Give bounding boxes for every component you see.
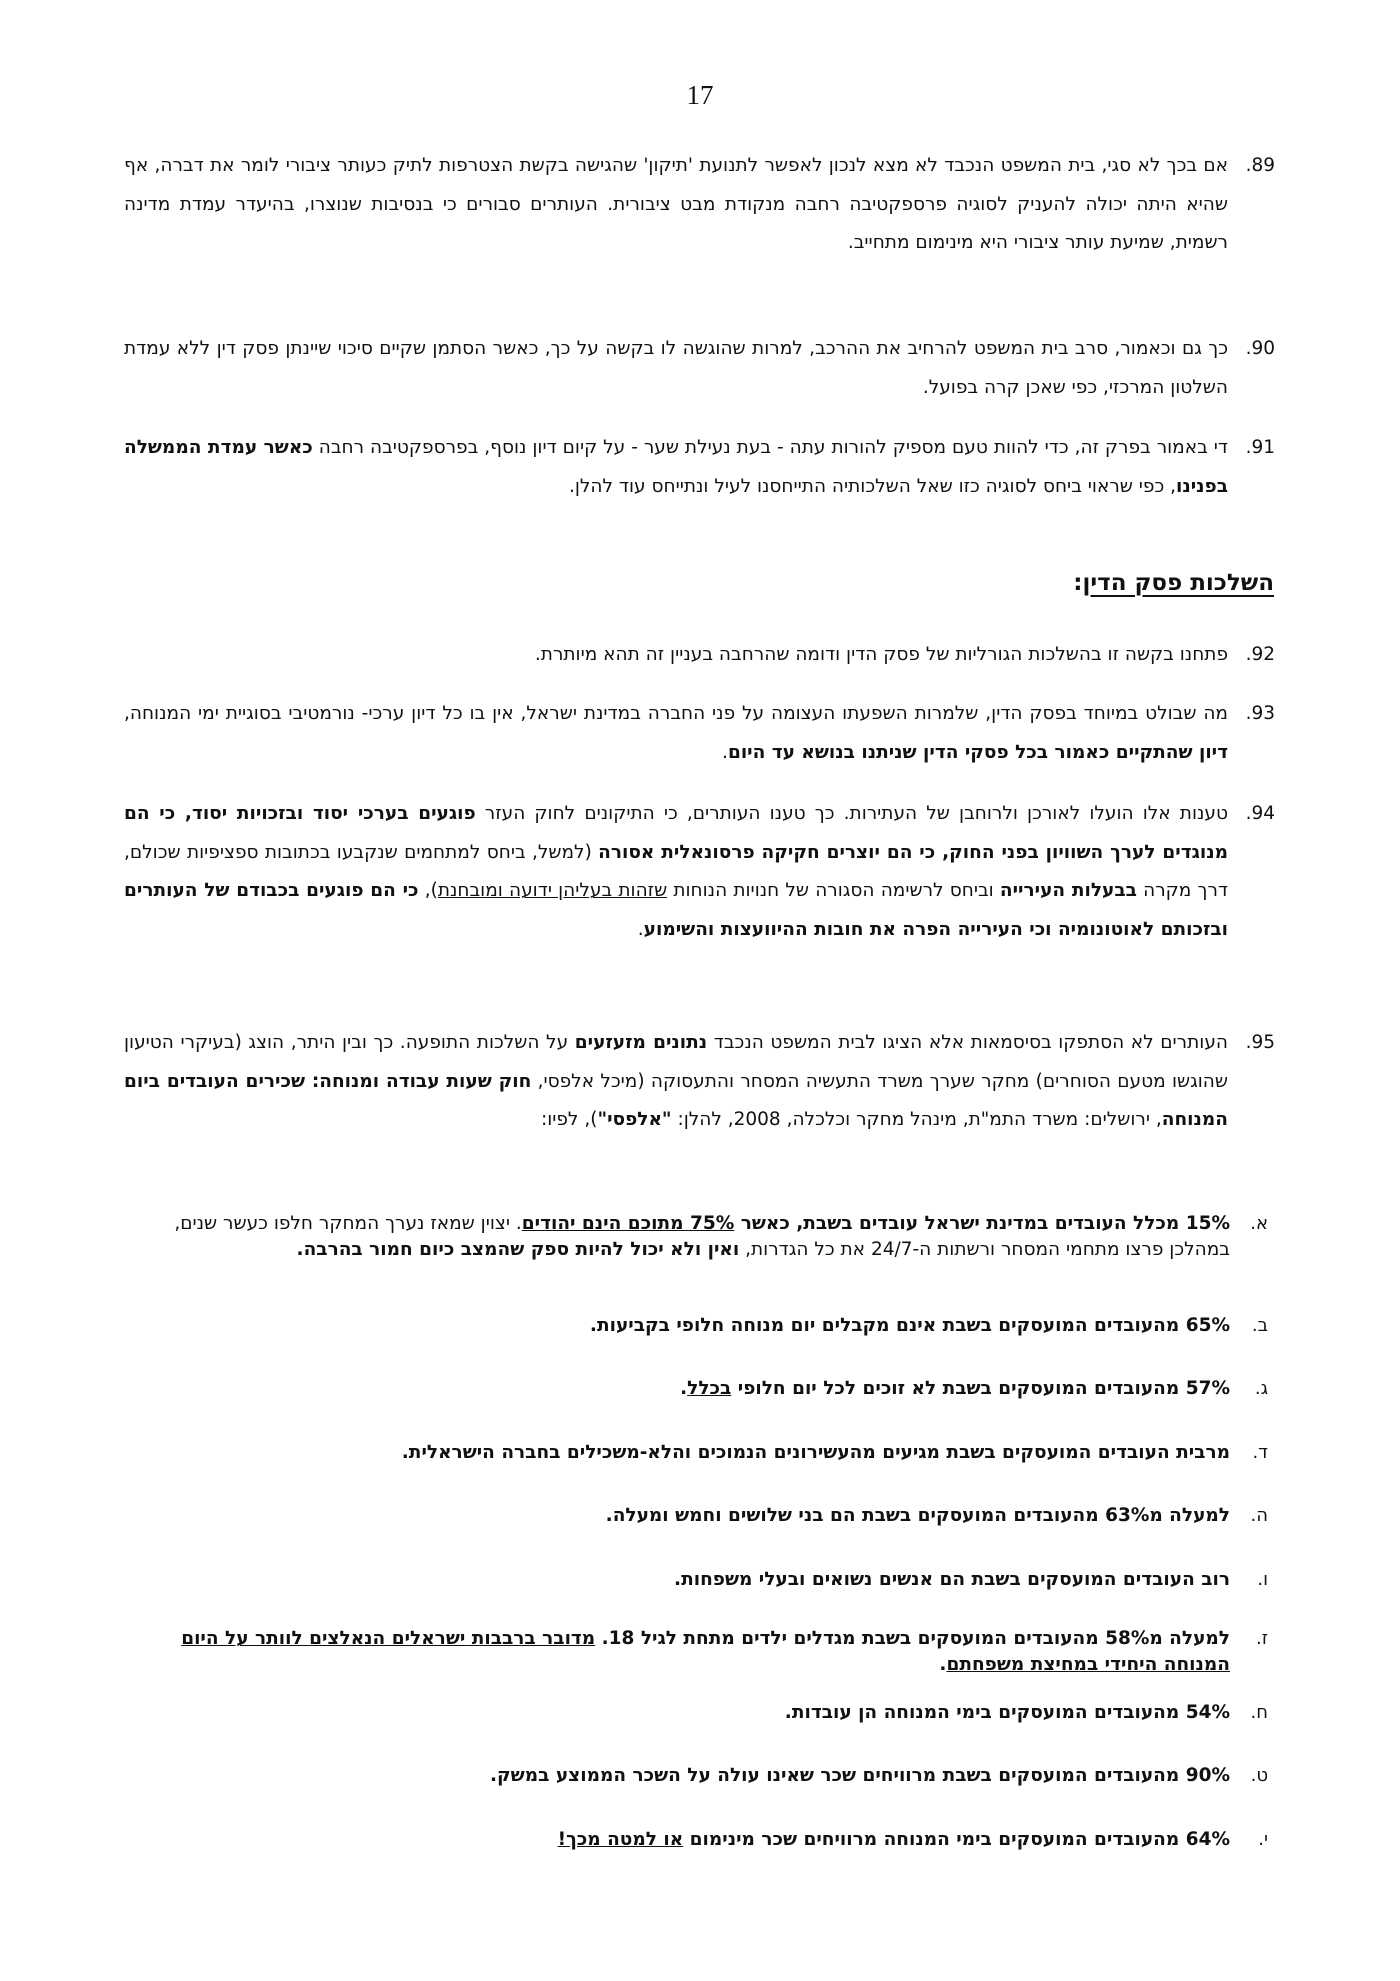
list-item: [124, 1763, 1274, 1789]
paragraph-number: 94.: [1245, 803, 1275, 824]
section-heading: [1073, 570, 1274, 596]
list-item-text: [124, 1763, 1230, 1789]
list-item-text: [124, 1827, 1230, 1853]
text-segment: . יצוין שמאז נערך המחקר חלפו כעשר שנים, במהלכן פרצו מתחמי המסחר ורשתות ה-24/7 את כל הגדרות,: [174, 1213, 1230, 1260]
text-segment: 54% מהעובדים המועסקים בימי המנוחה הן עובדות.: [784, 1702, 1230, 1723]
paragraph-text: [124, 636, 1228, 675]
bold-segment: כאשר עמדת הממשלה בפנינו: [124, 437, 1228, 497]
text-segment: כך גם וכאמור, סרב בית המשפט להרחיב את ההרכב, למרות שהוגשה לו בקשה על כך, כאשר הסתמן שקיים סיכוי שיינתן פסק דין ללא עמדת השלטון המרכזי, כפי שאכן קרה בפועל.: [124, 338, 1228, 398]
list-item-text: [124, 1440, 1230, 1466]
page-number: 17: [686, 80, 714, 110]
list-item: [124, 1626, 1274, 1678]
bold-segment: פוגעים בערכי יסוד ובזכויות יסוד, כי הם מנוגדים לערך השוויון בפני החוק, כי הם יוצרים חקיקה פרסונאלית אסורה: [124, 803, 1228, 863]
list-item-text: [124, 1376, 1230, 1402]
list-item: [124, 1440, 1274, 1466]
paragraph-text: [124, 1024, 1228, 1140]
text-segment: ואין ולא יכול להיות ספק שהמצב כיום חמור בהרבה.: [296, 1239, 740, 1260]
bold-segment: נתונים מזעזעים: [574, 1032, 708, 1053]
text-segment: ), לפיו:: [540, 1109, 598, 1130]
underlined-segment: או למטה מכך!: [557, 1829, 684, 1850]
text-segment: 57% מהעובדים המועסקים בשבת לא זוכים לכל יום חלופי: [731, 1378, 1230, 1399]
list-letter: ג.: [1254, 1378, 1268, 1399]
list-letter: ד.: [1252, 1442, 1268, 1463]
underlined-segment: בכלל: [687, 1378, 732, 1399]
heading-text: השלכות פסק הדין: [1082, 570, 1274, 596]
list-letter: א.: [1250, 1213, 1268, 1234]
list-item-text: [124, 1700, 1230, 1726]
paragraph-94: [124, 795, 1274, 949]
paragraph-number: 91.: [1245, 437, 1275, 458]
paragraph-text: [124, 795, 1228, 949]
paragraph-text: [124, 330, 1228, 407]
text-segment: .: [680, 1378, 688, 1399]
text-segment: די באמור בפרק זה, כדי להוות טעם מספיק להורות עתה - בעת נעילת שער - על קיום דיון נוסף, בפרספקטיבה רחבה: [312, 437, 1228, 458]
list-letter: ט.: [1250, 1765, 1268, 1786]
text-segment: .: [939, 1654, 947, 1675]
list-item: [124, 1700, 1274, 1726]
text-segment: למעלה מ58% מהעובדים המועסקים בשבת מגדלים ילדים מתחת לגיל 18.: [595, 1628, 1230, 1649]
list-item-text: [124, 1626, 1230, 1678]
list-letter: ב.: [1251, 1315, 1268, 1336]
paragraph-number: 95.: [1245, 1032, 1275, 1053]
heading-colon: :: [1073, 570, 1083, 596]
text-segment: אם בכך לא סגי, בית המשפט הנכבד לא מצא לנכון לאפשר לתנועת 'תיקון' שהגישה בקשת הצטרפות לתיק כעותר ציבורי לומר את דברה, אף שהיא היתה יכולה להעניק לסוגיה פרספקטיבה רחבה מנקודת מבט ציבורית. העותרים סבורים כי בנסיבות שנוצרו, בהיעדר עמדת מדינה רשמית, שמיעת עותר ציבורי היא מינימום מתחייב.: [124, 155, 1228, 253]
list-item-text: [124, 1313, 1230, 1339]
paragraph-text: [124, 429, 1228, 506]
bold-segment: בבעלות העירייה: [999, 880, 1137, 901]
paragraph-92: [124, 636, 1274, 675]
list-item: [124, 1567, 1274, 1593]
text-segment: (למשל, ביחס למתחמים שנקבעו בכתובות ספציפיות שכולם, דרך מקרה: [124, 841, 1228, 901]
paragraph-90: [124, 330, 1274, 407]
text-segment: .: [637, 918, 644, 940]
text-segment: 64% מהעובדים המועסקים בימי המנוחה מרוויחים שכר מינימום: [683, 1829, 1230, 1850]
text-segment: פתחנו בקשה זו בהשלכות הגורליות של פסק הדין ודומה שהרחבה בעניין זה תהא מיותרת.: [534, 644, 1228, 665]
paragraph-89: [124, 147, 1274, 263]
bold-segment: "אלפסי": [597, 1109, 672, 1130]
text-segment: , ירושלים: משרד התמ"ת, מינהל מחקר וכלכלה, 2008, להלן:: [671, 1109, 1162, 1130]
text-segment: טענות אלו הועלו לאורכן ולרוחבן של העתירות. כך טענו העותרים, כי התיקונים לחוק העזר: [475, 803, 1228, 824]
text-segment: .: [722, 741, 728, 763]
text-segment: למעלה מ63% מהעובדים המועסקים בשבת הם בני שלושים וחמש ומעלה.: [605, 1505, 1230, 1526]
paragraph-93: [124, 695, 1274, 772]
list-item-text: [124, 1567, 1230, 1593]
list-letter: ח.: [1250, 1702, 1268, 1723]
list-item: [124, 1376, 1274, 1402]
text-segment: , כפי שראוי ביחס לסוגיה כזו שאל השלכותיה התייחסנו לעיל ונתייחס עוד להלן.: [568, 475, 1176, 497]
text-segment: העותרים לא הסתפקו בסיסמאות אלא הציגו לבית המשפט הנכבד: [707, 1032, 1228, 1053]
underlined-segment: מדובר ברבבות ישראלים הנאלצים לוותר על היום המנוחה היחידי במחיצת משפחתם: [181, 1628, 1230, 1675]
underlined-segment: שזהות בעליהן ידועה ומובחנת: [437, 880, 668, 901]
list-item: [124, 1211, 1274, 1263]
underlined-segment: 75% מתוכם הינם יהודים: [521, 1213, 735, 1234]
paragraph-number: 89.: [1245, 155, 1275, 176]
list-item: [124, 1503, 1274, 1529]
bold-segment: כי הם פוגעים בכבודם של העותרים ובזכותם לאוטונומיה וכי העירייה הפרה את חובות ההיוועצות והשימוע: [124, 880, 1228, 940]
list-item-text: [124, 1211, 1230, 1263]
text-segment: רוב העובדים המועסקים בשבת הם אנשים נשואים ובעלי משפחות.: [674, 1569, 1230, 1590]
paragraph-number: 90.: [1245, 338, 1275, 359]
text-segment: על השלכות התופעה. כך ובין היתר, הוצג (בעיקרי הטיעון שהוגשו מטעם הסוחרים) מחקר שערך משרד התעשיה המסחר והתעסוקה (מיכל אלפסי,: [124, 1032, 1229, 1092]
text-segment: מה שבולט במיוחד בפסק הדין, שלמרות השפעתו העצומה על פני החברה במדינת ישראל, אין בו כל דיון ערכי- נורמטיבי בסוגיית ימי המנוחה,: [124, 703, 1228, 724]
text-segment: 15% מכלל העובדים במדינת ישראל עובדים בשבת, כאשר: [734, 1213, 1230, 1234]
paragraph-text: [124, 147, 1228, 263]
list-item: [124, 1313, 1274, 1339]
paragraph-number: 93.: [1245, 703, 1275, 724]
list-letter: י.: [1258, 1829, 1268, 1850]
paragraph-91: [124, 429, 1274, 506]
list-item: [124, 1827, 1274, 1853]
list-item-text: [124, 1503, 1230, 1529]
text-segment: 65% מהעובדים המועסקים בשבת אינם מקבלים יום מנוחה חלופי בקביעות.: [589, 1315, 1230, 1336]
paragraph-number: 92.: [1245, 644, 1275, 665]
bold-segment: דיון שהתקיים כאמור בכל פסקי הדין שניתנו בנושא עד היום: [727, 741, 1228, 763]
list-letter: ו.: [1257, 1569, 1268, 1590]
paragraph-text: [124, 695, 1228, 772]
bold-segment: חוק שעות עבודה ומנוחה: שכירים העובדים ביום המנוחה: [124, 1070, 1228, 1130]
text-segment: 90% מהעובדים המועסקים בשבת מרוויחים שכר שאינו עולה על השכר הממוצע במשק.: [490, 1765, 1230, 1786]
text-segment: ),: [418, 880, 438, 901]
list-letter: ז.: [1256, 1628, 1268, 1649]
text-segment: מרבית העובדים המועסקים בשבת מגיעים מהעשירונים הנמוכים והלא-משכילים בחברה הישראלית.: [401, 1442, 1230, 1463]
text-segment: וביחס לרשימה הסגורה של חנויות הנוחות: [667, 880, 1000, 901]
list-letter: ה.: [1250, 1505, 1268, 1526]
paragraph-95: [124, 1024, 1274, 1140]
